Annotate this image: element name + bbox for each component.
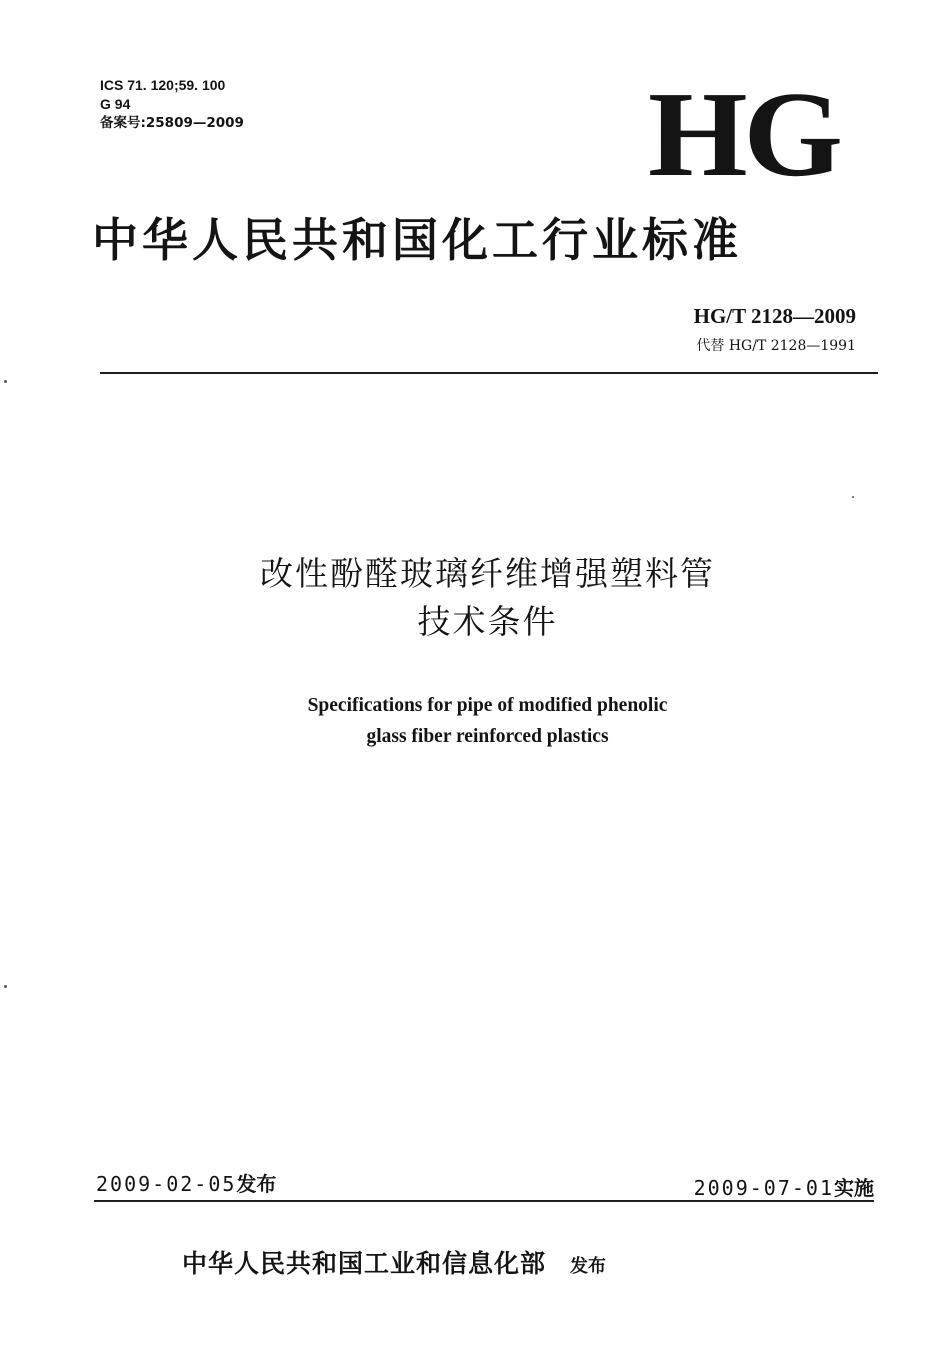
issuing-organization: 中华人民共和国工业和信息化部: [182, 1249, 547, 1278]
scan-speck: [4, 985, 7, 988]
scan-speck: [4, 380, 7, 383]
issue-date: 2009-02-05: [96, 1172, 237, 1196]
issuing-action: 发布: [570, 1256, 607, 1277]
hg-logo: HG: [648, 67, 839, 202]
effective-date-block: [694, 1174, 874, 1202]
header-divider: [100, 372, 878, 374]
classification-block: [100, 76, 244, 133]
issue-label: 发布: [236, 1172, 277, 1196]
issuer-block: [182, 1247, 606, 1281]
issue-date-block: [96, 1170, 276, 1198]
english-title: [0, 690, 950, 752]
industry-standard-title: 中华人民共和国化工行业标准: [92, 213, 742, 267]
replaced-standard: 代替 HG/T 2128—1991: [696, 338, 856, 354]
filing-number: 备案号:25809—2009: [100, 115, 244, 131]
ics-code: ICS 71. 120;59. 100: [100, 77, 226, 93]
chinese-title-line-2: 技术条件: [417, 602, 558, 641]
effective-label: 实施: [834, 1176, 874, 1200]
english-title-line-2: glass fiber reinforced plastics: [366, 726, 609, 747]
footer-divider: [94, 1200, 874, 1202]
chinese-title: [0, 550, 950, 646]
standard-number-block: [694, 303, 856, 357]
ccs-code: G 94: [100, 96, 131, 112]
standard-number: HG/T 2128—2009: [693, 304, 856, 328]
scan-speck: [852, 496, 854, 498]
effective-date: 2009-07-01: [693, 1176, 834, 1200]
chinese-title-line-1: 改性酚醛玻璃纤维增强塑料管: [260, 554, 715, 593]
english-title-line-1: Specifications for pipe of modified phenolic: [307, 695, 668, 716]
